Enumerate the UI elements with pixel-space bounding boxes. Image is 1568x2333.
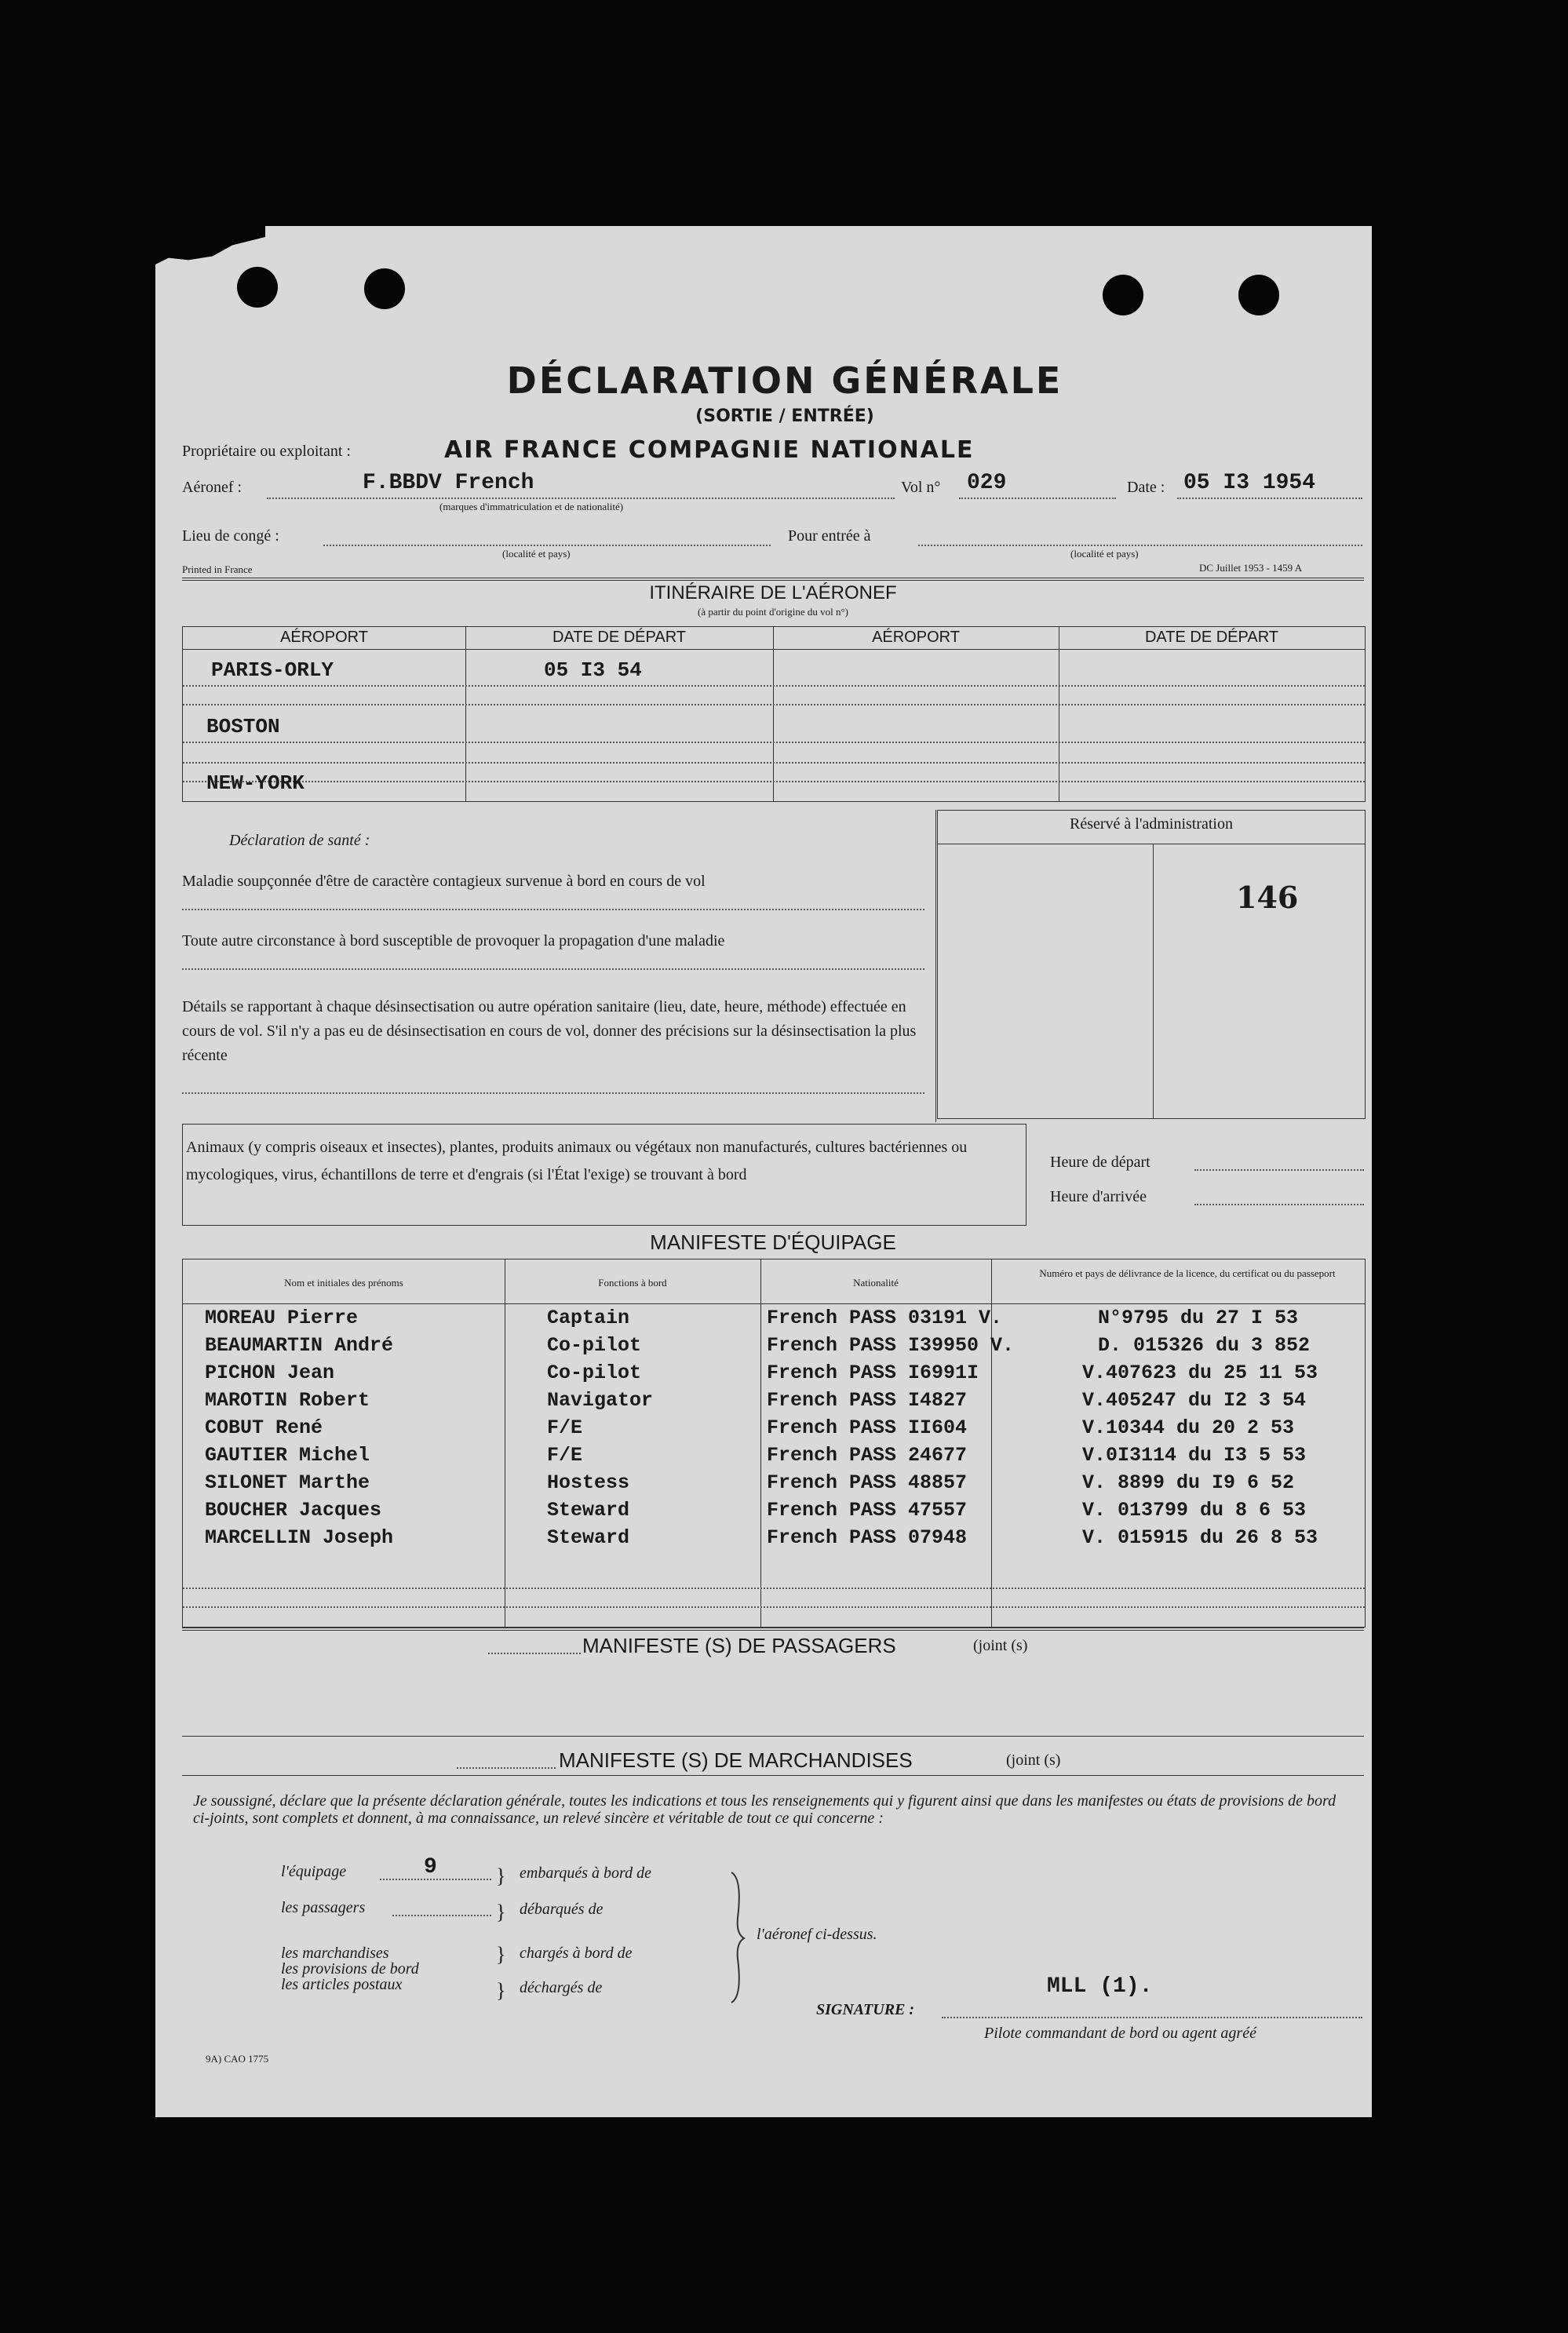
animals-section	[182, 1124, 1026, 1226]
form-code: 9A) CAO 1775	[206, 2053, 269, 2065]
crew-role: Co-pilot	[547, 1362, 642, 1384]
departure-time-label: Heure de départ	[1050, 1154, 1150, 1171]
goods-label: les marchandises	[281, 1945, 389, 1962]
crew-name: COBUT René	[205, 1416, 323, 1439]
passenger-manifest-joint: (joint (s)	[973, 1637, 1028, 1654]
itinerary-table	[182, 626, 1366, 802]
col-nationality: Nationalité	[853, 1277, 899, 1289]
itinerary-airport: PARIS-ORLY	[211, 658, 334, 682]
col-role: Fonctions à bord	[598, 1277, 667, 1289]
form-reference: DC Juillet 1953 - 1459 A	[1199, 562, 1303, 574]
large-brace-icon	[727, 1871, 746, 2004]
punch-hole-icon	[237, 267, 278, 308]
health-section	[182, 810, 936, 1122]
printed-note: Printed in France	[182, 563, 253, 575]
aircraft-value: F.BBDV French	[363, 471, 534, 495]
crew-name: PICHON Jean	[205, 1362, 335, 1384]
itinerary-subtitle: (à partir du point d'origine du vol n°)	[697, 606, 849, 618]
form-subtitle: (SORTIE / ENTRÉE)	[695, 406, 874, 426]
crew-role: Hostess	[547, 1471, 630, 1494]
signature-value: MLL (1).	[1047, 1974, 1153, 1999]
flight-label: Vol n°	[901, 479, 941, 496]
crew-role: Navigator	[547, 1389, 654, 1412]
itinerary-title: ITINÉRAIRE DE L'AÉRONEF	[649, 582, 897, 603]
col-airport: AÉROPORT	[872, 629, 960, 646]
locality-note: (localité et pays)	[502, 548, 571, 560]
passenger-manifest-label: MANIFESTE (S) DE PASSAGERS	[582, 1634, 896, 1657]
date-label: Date :	[1127, 479, 1165, 496]
crew-name: MARCELLIN Joseph	[205, 1526, 394, 1549]
brace-icon: }	[496, 1901, 506, 1923]
crew-passport: French PASS 24677	[767, 1444, 968, 1467]
declaration-text: Je soussigné, déclare que la présente déclaration générale, toutes les indications et tous les renseignements qui y figurent ainsi que dans les manifestes ou états de provisions de bord ci-joints, sont complets et donnent, à ma connaissance, un relevé sincère et véritable de tout ce qui concerne :	[193, 1792, 1336, 1827]
crew-table	[182, 1259, 1366, 1628]
itinerary-airport: NEW-YORK	[206, 771, 304, 795]
crew-role: F/E	[547, 1416, 583, 1439]
itinerary-airport: BOSTON	[206, 715, 280, 738]
brace-icon: }	[496, 1865, 506, 1887]
crew-passport: French PASS 48857	[767, 1471, 968, 1494]
health-question-3: Détails se rapportant à chaque désinsectisation ou autre opération sanitaire (lieu, date, heure, méthode) effectuée en cours de vol. S'il n'y a pas eu de désinsectisation en cours de vol, donner des précisions sur la désinsectisation la plus récente	[182, 998, 917, 1064]
col-license: Numéro et pays de délivrance de la licence, du certificat ou du passeport	[1039, 1267, 1336, 1279]
signer-role: Pilote commandant de bord ou agent agréé	[984, 2025, 1256, 2042]
crew-role: Steward	[547, 1526, 630, 1549]
crew-passport: French PASS 03191 V.	[767, 1307, 1003, 1329]
crew-name: MOREAU Pierre	[205, 1307, 359, 1329]
crew-license: V.405247 du I2 3 54	[1082, 1389, 1307, 1412]
disembarked-label: débarqués de	[520, 1901, 603, 1918]
animals-text: Animaux (y compris oiseaux et insectes), plantes, produits animaux ou végétaux non manufacturés, cultures bactériennes ou mycologiques, virus, échantillons de terre et d'engrais (si l'État l'exige) se trouvant à bord	[186, 1139, 968, 1183]
brace-icon: }	[496, 1943, 506, 1966]
col-name: Nom et initiales des prénoms	[284, 1277, 403, 1289]
crew-passport: French PASS I4827	[767, 1389, 968, 1412]
crew-license: V.407623 du 25 11 53	[1082, 1362, 1318, 1384]
admin-title: Réservé à l'administration	[1070, 815, 1233, 833]
mail-label: les articles postaux	[281, 1976, 403, 1993]
locality-note: (localité et pays)	[1070, 548, 1139, 560]
crew-passport: French PASS 07948	[767, 1526, 968, 1549]
crew-passport: French PASS I6991I	[767, 1362, 979, 1384]
crew-name: SILONET Marthe	[205, 1471, 370, 1494]
crew-license: V.10344 du 20 2 53	[1082, 1416, 1295, 1439]
crew-passport: French PASS I39950 V.	[767, 1334, 1015, 1357]
crew-role: Captain	[547, 1307, 630, 1329]
arrival-time-label: Heure d'arrivée	[1050, 1188, 1147, 1205]
crew-license: V. 8899 du I9 6 52	[1082, 1471, 1295, 1494]
aircraft-above-label: l'aéronef ci-dessus.	[757, 1926, 877, 1943]
admin-box	[937, 810, 1366, 1119]
crew-license: V.0I3114 du I3 5 53	[1082, 1444, 1307, 1467]
flight-value: 029	[967, 471, 1007, 495]
owner-label: Propriétaire ou exploitant :	[182, 443, 351, 460]
crew-license: V. 015915 du 26 8 53	[1082, 1526, 1318, 1549]
itinerary-date: 05 I3 54	[544, 658, 642, 682]
col-airport: AÉROPORT	[280, 629, 368, 646]
cargo-manifest-label: MANIFESTE (S) DE MARCHANDISES	[559, 1748, 913, 1772]
admin-number: 146	[1236, 880, 1299, 915]
crew-name: GAUTIER Michel	[205, 1444, 370, 1467]
aircraft-note: (marques d'immatriculation et de nationalité)	[439, 501, 624, 512]
punch-hole-icon	[364, 268, 405, 309]
crew-passport: French PASS 47557	[767, 1499, 968, 1522]
form-title: DÉCLARATION GÉNÉRALE	[506, 359, 1063, 402]
provisions-label: les provisions de bord	[281, 1960, 419, 1978]
health-title: Déclaration de santé :	[229, 832, 370, 849]
owner-value: AIR FRANCE COMPAGNIE NATIONALE	[444, 436, 975, 464]
crew-license: V. 013799 du 8 6 53	[1082, 1499, 1307, 1522]
crew-passport: French PASS II604	[767, 1416, 968, 1439]
crew-count-label: l'équipage	[281, 1863, 347, 1880]
col-departure-date: DATE DE DÉPART	[1144, 629, 1279, 646]
entry-label: Pour entrée à	[788, 527, 871, 545]
unloaded-label: déchargés de	[520, 1979, 603, 1996]
crew-name: MAROTIN Robert	[205, 1389, 370, 1412]
crew-count-value: 9	[424, 1855, 437, 1879]
crew-title: MANIFESTE D'ÉQUIPAGE	[650, 1230, 896, 1254]
aircraft-label: Aéronef :	[182, 479, 242, 496]
loaded-label: chargés à bord de	[520, 1945, 633, 1962]
brace-icon: }	[496, 1979, 506, 2002]
crew-role: F/E	[547, 1444, 583, 1467]
date-value: 05 I3 1954	[1183, 471, 1316, 495]
cargo-manifest-joint: (joint (s)	[1006, 1752, 1061, 1769]
punch-hole-icon	[1103, 275, 1143, 315]
crew-license: N°9795 du 27 I 53	[1098, 1307, 1299, 1329]
punch-hole-icon	[1238, 275, 1279, 315]
signature-label: SIGNATURE :	[816, 2001, 915, 2018]
embarked-label: embarqués à bord de	[520, 1865, 651, 1882]
passengers-label: les passagers	[281, 1899, 366, 1916]
health-question-1: Maladie soupçonnée d'être de caractère contagieux survenue à bord en cours de vol	[182, 873, 706, 890]
crew-role: Co-pilot	[547, 1334, 642, 1357]
crew-name: BOUCHER Jacques	[205, 1499, 382, 1522]
crew-role: Steward	[547, 1499, 630, 1522]
crew-name: BEAUMARTIN André	[205, 1334, 394, 1357]
health-question-2: Toute autre circonstance à bord susceptible de provoquer la propagation d'une maladie	[182, 932, 725, 950]
col-departure-date: DATE DE DÉPART	[552, 629, 687, 646]
clearance-label: Lieu de congé :	[182, 527, 279, 545]
crew-license: D. 015326 du 3 852	[1098, 1334, 1311, 1357]
